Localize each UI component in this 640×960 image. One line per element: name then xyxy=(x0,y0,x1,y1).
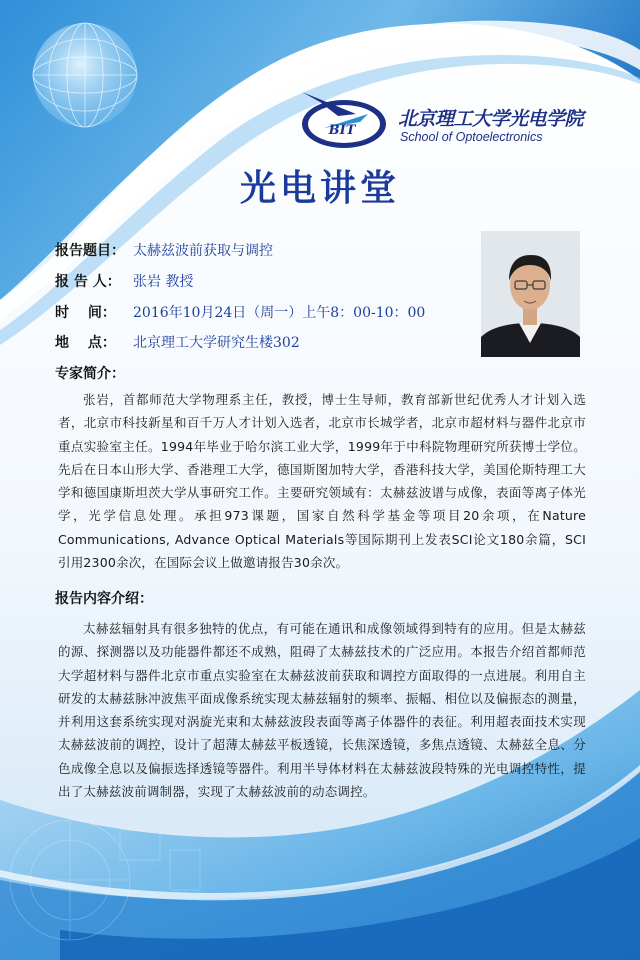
portrait-illustration xyxy=(481,231,580,357)
topic-value: 太赫兹波前获取与调控 xyxy=(133,243,273,259)
expert-heading: 专家简介： xyxy=(55,366,125,382)
report-heading: 报告内容介绍： xyxy=(55,591,153,607)
place-value: 北京理工大学研究生楼302 xyxy=(133,335,300,351)
speaker-value: 张岩 教授 xyxy=(133,274,194,290)
logo-lettering: BIT xyxy=(328,123,356,138)
time-label: 时 间： xyxy=(55,305,116,321)
school-name-cn: 北京理工大学光电学院 xyxy=(398,108,584,130)
bit-logo-icon xyxy=(298,86,398,152)
topic-label: 报告题目： xyxy=(55,243,125,259)
topic-row xyxy=(55,240,273,264)
speaker-label: 报 告 人： xyxy=(55,274,121,290)
place-label: 地 点： xyxy=(55,335,116,351)
speaker-row xyxy=(55,271,193,295)
poster-title: 光电讲堂 xyxy=(239,168,400,209)
expert-bio: 张岩，首都师范大学物理系主任，教授，博士生导师，教育部新世纪优秀人才计划入选者，北京市科技新星和百千万人才计划入选者，北京市长城学者，北京市超材料与器件北京市重点实验室主任。1994年毕业于哈尔滨工业大学，1999年于中科院物理研究所获博士学位。先后在日本山形大学、香港理工大学，德国斯图加特大学，香港科技大学，美国伦斯特理工大学和德国康斯坦茨大学从事研究工作。主要研究领域有：太赫兹波谱与成像，表面等离子体光学，光学信息处理。承担973课题，国家自然科学基金等项目20余项，在Nature Communications, Advance Optical Materials等国际期刊上发表SCI论文180余篇，SCI引用2300余次，在国际会议上做邀请报告30余次。 xyxy=(58,392,586,571)
place-row xyxy=(55,332,300,356)
time-row xyxy=(55,302,425,326)
speaker-photo xyxy=(481,231,580,357)
school-name-en: School of Optoelectronics xyxy=(400,130,543,144)
report-content: 太赫兹辐射具有很多独特的优点，有可能在通讯和成像领域得到特有的应用。但是太赫兹的源、探测器以及功能器件都还不成熟，阻碍了太赫兹技术的广泛应用。本报告介绍首都师范大学超材料与器件北京市重点实验室在太赫兹波前获取和调控方面取得的一点进展。利用自主研发的太赫兹脉冲波焦平面成像系统实现太赫兹辐射的频率、振幅、相位以及偏振态的测量，并利用这套系统实现对涡旋光束和太赫兹波段表面等离子体器件的表征。利用超表面技术实现太赫兹波前的调控，设计了超薄太赫兹平板透镜，长焦深透镜，多焦点透镜、太赫兹全息、分色成像全息以及偏振选择透镜等器件。利用半导体材料在太赫兹波段特殊的光电调控特性，提出了太赫兹波前调制器，实现了太赫兹波前的动态调控。 xyxy=(58,621,586,800)
time-value: 2016年10月24日（周一）上午8：00-10：00 xyxy=(133,305,426,321)
